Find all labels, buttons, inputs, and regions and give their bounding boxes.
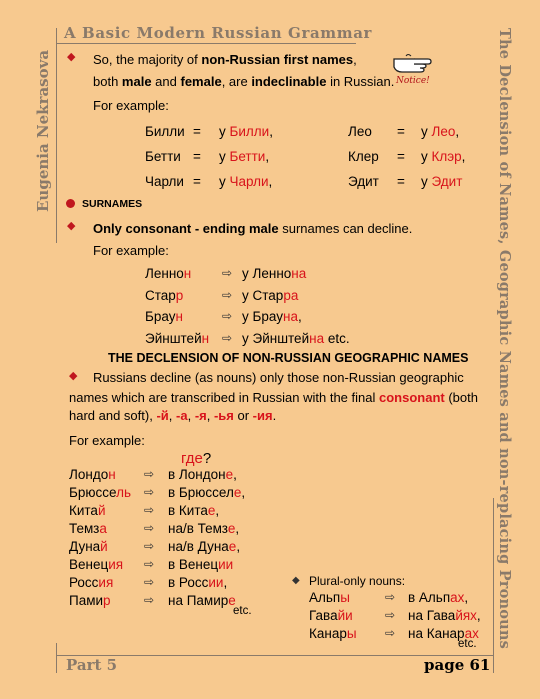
arrow-icon: ⇨ [144,521,155,535]
surname-form: у Брауна, [242,309,302,324]
name-row: Билли [145,124,185,139]
geo-row: Брюссель [69,485,131,500]
surname-form: у Леннона [242,266,307,281]
etc-label: etc. [458,638,477,650]
equals-sign: = [193,174,201,189]
page-number: page 61 [424,656,491,674]
geo-form: в Китае, [168,503,220,518]
name-row: Клер [348,149,379,164]
name-form: у Чарли, [219,174,273,189]
name-row: Эдит [348,174,379,189]
question-word: где? [181,450,212,467]
geo-para-line-3: hard and soft), -й, -а, -я, -ья or -ия. [69,408,277,423]
name-form: у Бетти, [219,149,270,164]
chapter-sidebar: The Declension of Names, Geographic Names and non-replacing Pronouns [496,28,513,649]
bullet-icon: ◆ [69,370,78,382]
geo-form: на/в Дунае, [168,539,241,554]
plural-row: Канары [309,626,357,641]
arrow-icon: ⇨ [144,485,155,499]
example-label-3: For example: [69,433,145,448]
geo-form: в Венеции [168,557,234,572]
equals-sign: = [397,174,405,189]
arrow-icon: ⇨ [222,309,233,323]
arrow-icon: ⇨ [144,593,155,607]
geo-row: Венеция [69,557,124,572]
intro-line-2: both male and female, are indeclinable in Russian. [93,74,395,89]
author-sidebar: Eugenia Nekrasova [34,49,52,212]
equals-sign: = [193,124,201,139]
arrow-icon: ⇨ [144,539,155,553]
geo-form: в Лондоне, [168,467,237,482]
geo-form: на Памире [168,593,236,608]
geo-row: Дунай [69,539,108,554]
surnames-rule: Only consonant - ending male surnames can decline. [93,221,413,236]
book-title: A Basic Modern Russian Grammar [64,24,373,42]
name-form: у Лео, [421,124,460,139]
left-rule-lower [56,643,57,673]
surname-form: у Старра [242,288,299,303]
etc-label: etc. [233,605,252,617]
name-row: Бетти [145,149,181,164]
geo-row: Китай [69,503,106,518]
bullet-icon: ◆ [67,220,76,232]
arrow-icon: ⇨ [222,288,233,302]
surname-row: Старр [145,288,184,303]
plural-form: на Канарах [408,626,479,641]
surname-row: Леннон [145,266,192,281]
pointing-hand-icon [392,52,432,74]
surname-form: у Эйнштейна etc. [242,331,350,346]
arrow-icon: ⇨ [144,467,155,481]
plural-form: на Гавайях, [408,608,481,623]
name-row: Чарли [145,174,184,189]
arrow-icon: ⇨ [222,266,233,280]
geo-para-line-2: names which are transcribed in Russian with the final consonant (both [69,390,478,405]
arrow-icon: ⇨ [385,626,396,640]
notice-label: Notice! [396,76,430,86]
intro-line-1: So, the majority of non-Russian first names, [93,52,357,67]
name-form: у Клэр, [421,149,466,164]
right-rule [493,498,494,673]
arrow-icon: ⇨ [222,331,233,345]
geo-row: Россия [69,575,114,590]
bullet-icon: ◆ [292,575,300,586]
equals-sign: = [397,124,405,139]
top-rule [56,43,356,44]
geo-para-line-1: Russians decline (as nouns) only those non-Russian geographic [93,370,464,385]
name-row: Лео [348,124,372,139]
plural-row: Гавайи [309,608,353,623]
plural-row: Альпы [309,590,350,605]
surname-row: Эйнштейн [145,331,210,346]
example-label-1: For example: [93,98,169,113]
name-form: у Эдит [421,174,463,189]
plural-label: Plural-only nouns: [309,574,406,588]
arrow-icon: ⇨ [144,557,155,571]
left-rule [56,28,57,243]
geo-heading: THE DECLENSION OF NON-RUSSIAN GEOGRAPHIC NAMES [108,351,469,365]
surname-row: Браун [145,309,183,324]
plural-form: в Альпах, [408,590,469,605]
arrow-icon: ⇨ [385,608,396,622]
geo-row: Лондон [69,467,116,482]
arrow-icon: ⇨ [385,590,396,604]
part-label: Part 5 [66,656,118,674]
equals-sign: = [193,149,201,164]
equals-sign: = [397,149,405,164]
name-form: у Билли, [219,124,273,139]
arrow-icon: ⇨ [144,503,155,517]
geo-form: в России, [168,575,228,590]
geo-form: на/в Темзе, [168,521,240,536]
surnames-heading: SURNAMES [82,198,143,210]
geo-row: Темза [69,521,107,536]
geo-row: Памир [69,593,111,608]
section-dot-icon [66,199,75,208]
example-label-2: For example: [93,243,169,258]
arrow-icon: ⇨ [144,575,155,589]
bullet-icon: ◆ [67,51,76,63]
geo-form: в Брюсселе, [168,485,246,500]
